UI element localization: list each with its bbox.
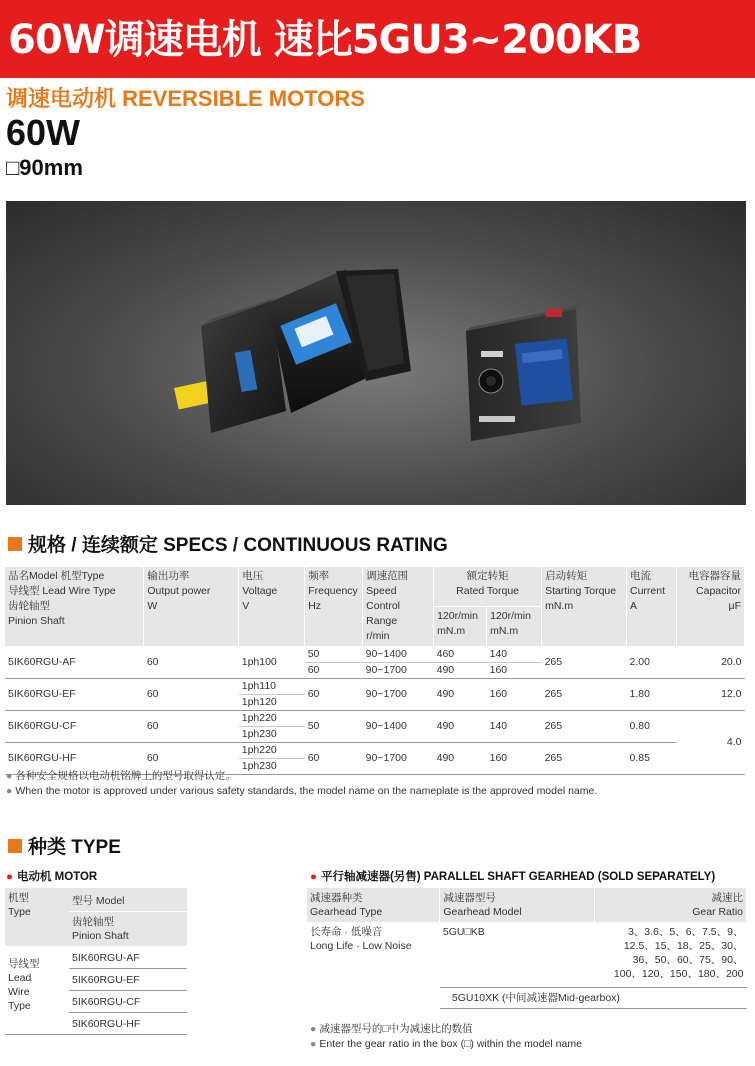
table-row: 5IK60RGU-HF xyxy=(5,1013,187,1035)
gearhead-model-header: 减速器型号 Gearhead Model xyxy=(440,888,595,922)
table-row: 5IK60RGU-CF 60 1ph220 50 90~1400 490 140 265 0.80 4.0 xyxy=(5,711,745,727)
gearhead-table xyxy=(307,888,747,1009)
col-speed-header: 调速范围 Speed Control Range r/min xyxy=(363,567,434,647)
col-torque2-header: 120r/min mN.m xyxy=(487,606,542,646)
motor-type-header: 机型 Type xyxy=(5,888,69,947)
gear-ratio-list: 3、3.6、5、6、7.5、9、 12.5、15、18、25、30、 36、50、60、75、90、 100、120、150、180、200 xyxy=(595,922,747,988)
bullet-icon: ● xyxy=(310,1023,317,1035)
section-marker-icon xyxy=(8,839,22,853)
col-current-header: 电流 Current A xyxy=(627,567,677,647)
mid-gearbox-value: 5GU10XK (中间减速器Mid-gearbox) xyxy=(440,988,747,1009)
gear-note-en: ● Enter the gear ratio in the box (□) within the model name xyxy=(310,1038,582,1050)
gearhead-model-value: 5GU□KB xyxy=(440,922,595,988)
frame-size: □90mm xyxy=(6,155,83,180)
col-output-header: 输出功率 Output power W xyxy=(144,567,239,647)
bullet-icon: ● xyxy=(6,785,13,797)
power-rating: 60W xyxy=(6,112,81,153)
type-section-heading xyxy=(8,832,121,859)
motor-pinion-header: 齿轮轴型 Pinion Shaft xyxy=(69,912,187,947)
gearhead-subheading: ● 平行轴减速器(另售) PARALLEL SHAFT GEARHEAD (SOLD SEPARATELY) xyxy=(310,871,716,883)
bullet-icon: ● xyxy=(310,871,317,883)
col-start-header: 启动转矩 Starting Torque mN.m xyxy=(542,567,627,647)
col-torque-header: 额定转矩 Rated Torque xyxy=(434,567,542,606)
table-row: 5IK60RGU-HF 60 1ph220 60 90~1700 490 160 265 0.85 xyxy=(5,743,745,759)
section-marker-icon xyxy=(8,537,22,551)
specs-section-heading xyxy=(8,530,448,557)
col-frequency-header: 频率 Frequency Hz xyxy=(305,567,363,647)
table-row: 5IK60RGU-EF xyxy=(5,969,187,991)
motor-model-header: 型号 Model xyxy=(69,888,187,912)
specs-note-en: ● When the motor is approved under various safety standards, the model name on the nameplate is the approved model name. xyxy=(6,785,598,797)
specs-table xyxy=(5,567,745,775)
speed-controller xyxy=(466,305,581,441)
gearhead-type-value: 长寿命 · 低噪音 Long Life · Low Noise xyxy=(310,926,412,952)
table-row: 5IK60RGU-AF 60 1ph100 50 90~1400 460 140 265 2.00 20.0 xyxy=(5,647,745,663)
motor-subheading: ● 电动机 MOTOR xyxy=(6,871,98,883)
bullet-icon: ● xyxy=(6,871,13,883)
gear-note-cn: ● 减速器型号的□中为减速比的数值 xyxy=(310,1023,473,1035)
table-row: 1ph230 xyxy=(5,759,745,775)
col-voltage-header: 电压 Voltage V xyxy=(239,567,305,647)
table-row: 5IK60RGU-CF xyxy=(5,991,187,1013)
type-title: 种类 TYPE xyxy=(28,837,121,858)
specs-header-row xyxy=(5,567,745,606)
col-capacitor-header: 电容器容量 Capacitor μF xyxy=(676,567,744,647)
col-torque1-header: 120r/min mN.m xyxy=(434,606,487,646)
table-row: 1ph120 xyxy=(5,695,745,711)
product-photo xyxy=(6,201,746,505)
table-row: 5IK60RGU-EF 60 1ph110 60 90~1700 490 160 265 1.80 12.0 xyxy=(5,679,745,695)
product-subtitle: 调速电动机 REVERSIBLE MOTORS xyxy=(6,86,365,111)
table-row: 60 90~1700 490 160 xyxy=(5,663,745,679)
lead-wire-type-label: 导线型 Lead Wire Type xyxy=(5,947,69,1035)
bullet-icon: ● xyxy=(310,1038,317,1050)
banner-title: 60W调速电机 速比5GU3~200KB xyxy=(8,17,642,63)
table-row: 1ph230 xyxy=(5,727,745,743)
motor-and-controller-illustration xyxy=(6,201,746,505)
title-banner xyxy=(0,0,755,78)
gear-ratio-header: 减速比 Gear Ratio xyxy=(595,888,747,922)
specs-note-cn: ● 各种安全规格以电动机铭牌上的型号取得认定。 xyxy=(6,770,236,782)
table-row: 导线型 Lead Wire Type 5IK60RGU-AF xyxy=(5,947,187,969)
table-row xyxy=(307,922,747,988)
col-model-header: 品名Model 机型Type 导线型 Lead Wire Type 齿轮轴型 Pinion Shaft xyxy=(5,567,144,647)
gearhead-type-header: 减速器种类 Gearhead Type xyxy=(307,888,440,922)
specs-title: 规格 / 连续额定 SPECS / CONTINUOUS RATING xyxy=(28,535,448,556)
motor-type-table xyxy=(5,888,187,1035)
bullet-icon: ● xyxy=(6,770,13,782)
